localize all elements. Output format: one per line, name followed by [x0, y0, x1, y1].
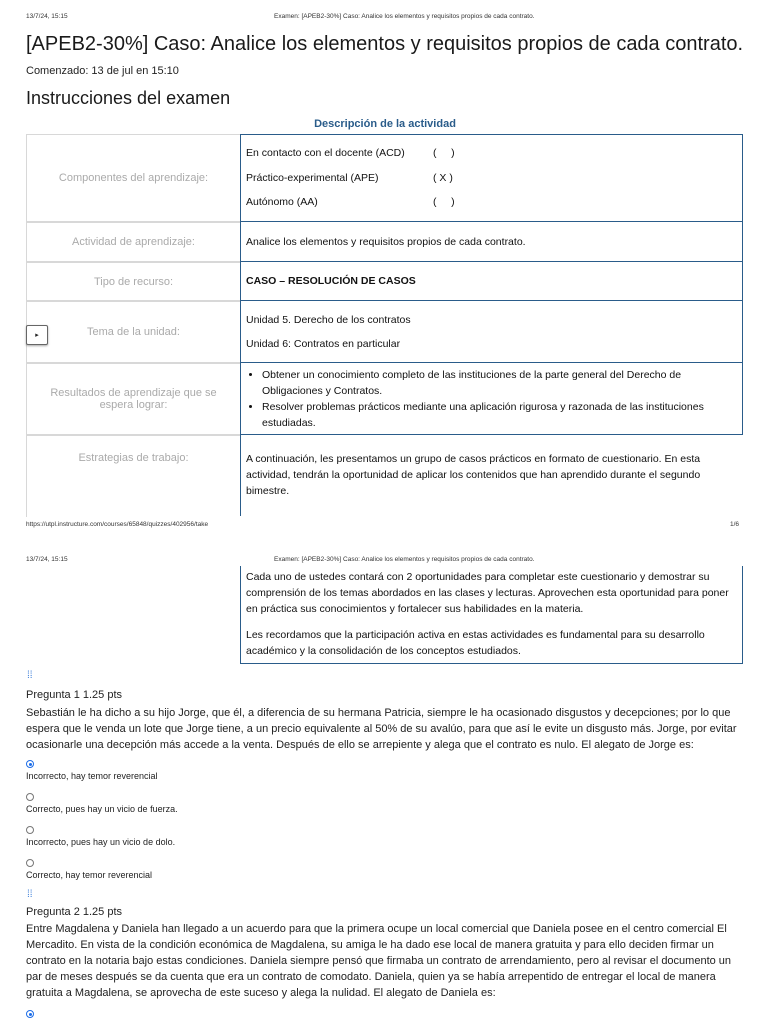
print-header-date: 13/7/24, 15:15: [26, 556, 68, 563]
componente-acd-label: En contacto con el docente (ACD): [246, 147, 405, 159]
row-separator: [240, 300, 743, 301]
estrategias-text: A continuación, les presentamos un grupo de casos prácticos en formato de cuestionario. En esta actividad, tendrán la oportunidad de aplicar los contenidos que han aprendido durante el segundo bimestre.: [246, 453, 701, 497]
estrategias-text-cont-1: Cada uno de ustedes contará con 2 oportunidades para completar este cuestionario y demostrar su comprensión de los temas abordados en las clases y lecturas. Aprovechen esta oportunidad para poner en práctica sus conocimientos y fortalecer sus habilidades en la materia.: [246, 571, 729, 615]
componente-aa-label: Autónomo (AA): [246, 196, 318, 208]
drag-handle-icon[interactable]: ⁞⁞: [27, 889, 33, 900]
tema-unidad-5: Unidad 5. Derecho de los contratos: [246, 314, 411, 326]
resultados-list: [246, 367, 726, 431]
table-right-border: [742, 566, 743, 664]
table-heading: Descripción de la actividad: [314, 118, 456, 130]
row-separator: [240, 362, 743, 363]
label-componentes: Componentes del aprendizaje:: [26, 134, 240, 222]
question-1-title: Pregunta 1 1.25 pts: [26, 689, 123, 701]
componente-acd-mark: ( ): [433, 147, 455, 159]
q1-option-2-radio[interactable]: [26, 793, 34, 801]
table-divider: [240, 566, 241, 664]
componente-ape-label: Práctico-experimental (APE): [246, 172, 379, 184]
resultado-item: • Resolver problemas prácticos mediante una aplicación rigurosa y razonada de las instituciones estudiadas.: [262, 399, 726, 431]
table-top-border: [240, 134, 743, 135]
instructions-heading: Instrucciones del examen: [26, 88, 231, 108]
play-icon: ▸: [35, 332, 39, 339]
label-actividad: Actividad de aprendizaje:: [26, 222, 240, 262]
row-separator: [240, 221, 743, 222]
print-footer-url: https://utpl.instructure.com/courses/65848/quizzes/402956/take: [26, 521, 209, 528]
print-header-title: Examen: [APEB2-30%] Caso: Analice los elementos y requisitos propios de cada contrato.: [274, 556, 535, 563]
q1-option-4-label[interactable]: Correcto, hay temor reverencial: [26, 870, 153, 880]
componente-ape-mark: ( X ): [433, 172, 453, 184]
drag-handle-icon[interactable]: ⁞⁞: [27, 670, 33, 681]
q1-option-1-label[interactable]: Incorrecto, hay temor reverencial: [26, 771, 158, 781]
table-right-border: [742, 134, 743, 434]
q2-option-1-radio[interactable]: [26, 1010, 34, 1018]
q1-option-1-radio[interactable]: [26, 760, 34, 768]
label-tema: Tema de la unidad:: [26, 301, 240, 363]
q1-option-2-label[interactable]: Correcto, pues hay un vicio de fuerza.: [26, 804, 178, 814]
print-header-date: 13/7/24, 15:15: [26, 13, 68, 20]
print-footer-page: 1/6: [730, 521, 740, 528]
row-separator: [240, 261, 743, 262]
started-timestamp: Comenzado: 13 de jul en 15:10: [26, 65, 179, 77]
componente-aa-mark: ( ): [433, 196, 455, 208]
page-title: [APEB2-30%] Caso: Analice los elementos y requisitos propios de cada contrato.: [26, 33, 744, 55]
question-2-text: Entre Magdalena y Daniela han llegado a un acuerdo para que la primera ocupe un local comercial que Daniela posee en el centro comercial El Mercadito. En vista de la condición económica de Magdalena, su amiga le ha dado ese local de manera gratuita y para ello deciden firmar un contrato en la notaria bajo estas condiciones. Daniela siempre pensó que firmaba un contrato de arrendamiento, pero al revisar el documento un par de meses después se da cuenta que era un contrato de comodato. Daniela, quien ya se había arrepentido de entregar el local de manera gratuita a Magdalena, se aprovecha de este suceso y alega la nulidad. El alegato de Daniela es:: [26, 923, 732, 999]
tema-unidad-6: Unidad 6: Contratos en particular: [246, 338, 401, 350]
estrategias-text-cont-2: Les recordamos que la participación activa en estas actividades es fundamental para su desarrollo académico y la consolidación de los conceptos estudiados.: [246, 629, 705, 657]
table-bottom-border: [240, 663, 743, 664]
row-separator: [240, 434, 743, 435]
q1-option-3-radio[interactable]: [26, 826, 34, 834]
actividad-text: Analice los elementos y requisitos propios de cada contrato.: [246, 236, 526, 248]
label-resultados: Resultados de aprendizaje que se espera lograr:: [26, 363, 240, 435]
label-tipo: Tipo de recurso:: [26, 262, 240, 301]
question-2-title: Pregunta 2 1.25 pts: [26, 906, 123, 918]
q1-option-4-radio[interactable]: [26, 859, 34, 867]
table-divider: [240, 134, 241, 516]
play-button[interactable]: [26, 325, 48, 345]
print-header-title: Examen: [APEB2-30%] Caso: Analice los elementos y requisitos propios de cada contrato.: [274, 13, 535, 20]
q1-option-3-label[interactable]: Incorrecto, pues hay un vicio de dolo.: [26, 837, 176, 847]
resultado-item: • Obtener un conocimiento completo de las instituciones de la parte general del Derecho de Obligaciones y Contratos.: [262, 367, 726, 399]
tipo-text: CASO – RESOLUCIÓN DE CASOS: [246, 275, 416, 287]
label-estrategias: Estrategias de trabajo:: [26, 435, 240, 517]
question-1-text: Sebastián le ha dicho a su hijo Jorge, que él, a diferencia de su hermana Patricia, siempre le ha ocasionado disgustos y decepciones; por lo que espera que le venda un lote que Jorge tiene, a un precio equivalente al 50% de su avalúo, para que así le evite un disgusto más. Jorge, por evitar ocasionarle una decepción más accede a la venta. Después de ello se arrepiente y alega que el contrato es nulo. El alegato de Jorge es:: [26, 707, 737, 751]
